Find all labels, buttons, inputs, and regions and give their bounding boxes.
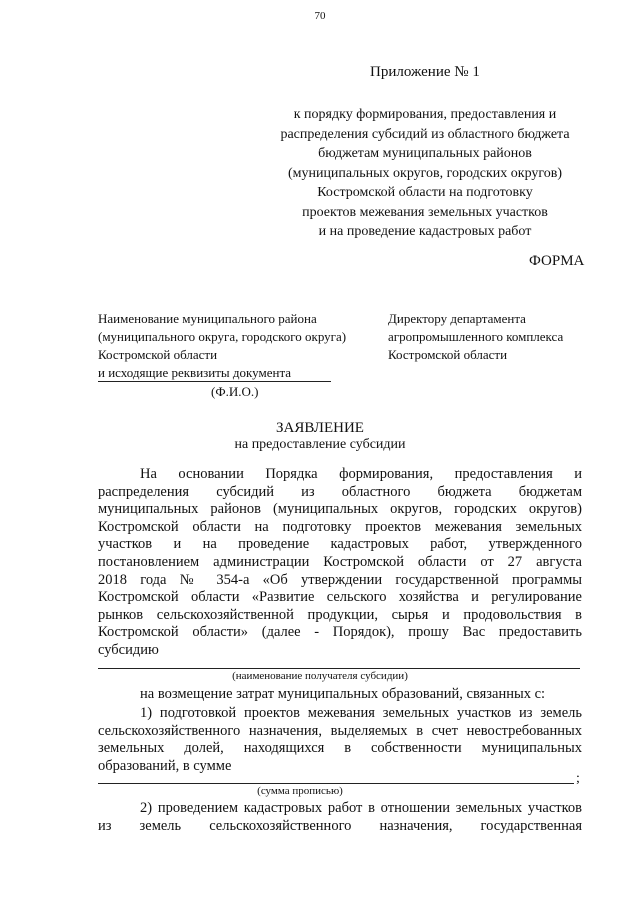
item-1-line: образований, в сумме <box>98 757 232 774</box>
item-2-paragraph <box>98 800 582 835</box>
recipient-block <box>388 310 563 364</box>
sender-line: Наименование муниципального района <box>98 311 317 326</box>
item-2-line: из земель сельскохозяйственного назначения, государственная <box>98 817 582 834</box>
fio-caption: (Ф.И.О.) <box>211 384 259 399</box>
appendix-title: Приложение № 1 <box>370 64 480 80</box>
fio-signature-line <box>98 381 331 382</box>
semicolon: ; <box>576 771 580 786</box>
sum-words-caption: (сумма прописью) <box>257 785 343 797</box>
recipient-line: Директору департамента <box>388 311 526 326</box>
appendix-line: бюджетам муниципальных районов <box>318 146 532 161</box>
appendix-line: распределения субсидий из областного бюджета <box>280 126 570 142</box>
form-label: ФОРМА <box>529 253 585 269</box>
item-1-paragraph <box>98 705 582 775</box>
body-line: Костромской области на подготовку проектов межевания земельных <box>98 518 582 535</box>
sender-line: Костромской области <box>98 347 218 362</box>
recipient-line: агропромышленного комплекса <box>388 329 564 344</box>
sender-block <box>98 310 346 382</box>
appendix-description <box>255 105 595 242</box>
body-line: рынков сельскохозяйственной продукции, сырья и продовольствия в <box>98 606 582 623</box>
body-line: Костромской области «Развитие сельского хозяйства и регулирование <box>98 589 582 606</box>
body-line: Костромской области» (далее - Порядок), прошу Вас предоставить <box>98 624 582 641</box>
purpose-line: на возмещение затрат муниципальных образований, связанных с: <box>140 686 546 702</box>
recipient-name-line <box>98 668 580 669</box>
body-line: муниципальных районов (муниципальных округов, городских округов) <box>98 501 582 518</box>
sender-line: (муниципального округа, городского округа) <box>98 329 347 344</box>
statement-title: ЗАЯВЛЕНИЕ <box>276 420 364 436</box>
statement-subtitle: на предоставление субсидии <box>234 437 406 452</box>
body-line: распределения субсидий из областного бюджета бюджетам <box>98 483 582 500</box>
body-line: постановлением администрации Костромской области от 27 августа <box>98 553 582 570</box>
appendix-line: проектов межевания земельных участков <box>302 204 548 220</box>
body-line: 2018 года № 354-а «Об утверждении государственной программы <box>98 571 582 588</box>
item-2-line: 2) проведением кадастровых работ в отношении земельных участков <box>140 800 582 816</box>
page-number: 70 <box>314 10 326 22</box>
appendix-line: к порядку формирования, предоставления и <box>293 107 557 122</box>
recipient-name-caption: (наименование получателя субсидии) <box>232 670 408 682</box>
purpose-paragraph <box>98 686 582 704</box>
sum-words-line <box>98 783 574 784</box>
recipient-line: Костромской области <box>388 347 508 362</box>
sender-line: и исходящие реквизиты документа <box>98 365 292 380</box>
body-paragraph <box>98 466 582 660</box>
body-line: субсидию <box>98 641 159 658</box>
item-1-line: 1) подготовкой проектов межевания земельных участков из земель <box>140 705 582 721</box>
body-line: участков и на проведение кадастровых работ, утвержденного <box>98 536 582 553</box>
item-1-line: земельных долей, находящихся в собственности муниципальных <box>98 740 582 757</box>
appendix-line: (муниципальных округов, городских округов) <box>287 165 563 181</box>
body-line: На основании Порядка формирования, предоставления и <box>140 466 582 482</box>
appendix-line: и на проведение кадастровых работ <box>318 224 532 239</box>
appendix-line: Костромской области на подготовку <box>317 185 533 200</box>
item-1-line: сельскохозяйственного назначения, выделяемых в счет невостребованных <box>98 722 582 739</box>
